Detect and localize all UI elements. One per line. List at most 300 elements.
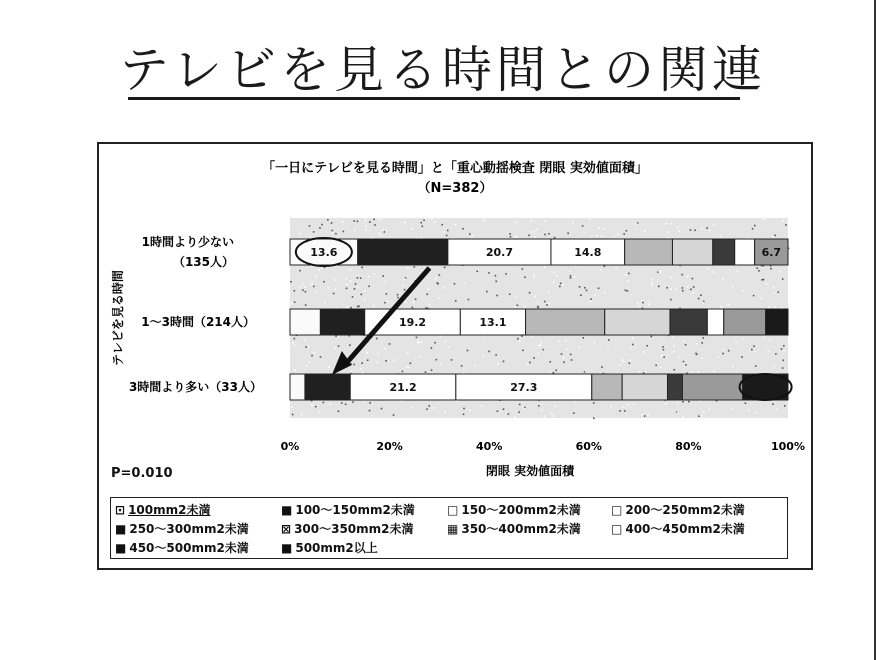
texture-dot [745, 402, 747, 404]
texture-dot [439, 274, 441, 276]
texture-dot [428, 405, 430, 407]
texture-dot [377, 353, 379, 355]
texture-dot [565, 340, 567, 342]
texture-dot [670, 299, 672, 301]
texture-dot [293, 290, 295, 292]
texture-dot [429, 304, 431, 306]
data-label: 27.3 [510, 381, 538, 394]
texture-dot [639, 305, 641, 307]
texture-dot [551, 412, 553, 414]
texture-dot [662, 346, 664, 348]
texture-dot [552, 415, 554, 417]
texture-dot [455, 300, 457, 302]
texture-dot [538, 353, 540, 355]
texture-dot [615, 267, 617, 269]
texture-dot [522, 350, 524, 352]
texture-dot [558, 340, 560, 342]
texture-dot [524, 306, 526, 308]
texture-dot [382, 275, 384, 277]
texture-dot [335, 335, 337, 337]
texture-dot [425, 307, 427, 309]
texture-dot [393, 360, 395, 362]
texture-dot [404, 289, 406, 291]
texture-dot [300, 286, 302, 288]
texture-dot [321, 224, 323, 226]
texture-dot [323, 402, 325, 404]
texture-dot [651, 336, 653, 338]
texture-dot [544, 418, 546, 420]
texture-dot [483, 219, 485, 221]
texture-dot [360, 294, 362, 296]
texture-dot [701, 415, 703, 417]
texture-dot [782, 220, 784, 222]
texture-dot [342, 221, 344, 223]
texture-dot [402, 284, 404, 286]
texture-dot [343, 231, 345, 233]
legend-swatch: ■ [115, 522, 127, 536]
chart-title: 「一日にテレビを見る時間」と「重心動揺検査 閉眼 実効値面積」 [262, 161, 648, 176]
texture-dot [722, 353, 724, 355]
texture-dot [645, 371, 647, 373]
legend-label: 100mm2未満 [128, 503, 211, 517]
legend-item [611, 501, 745, 518]
texture-dot [447, 230, 449, 232]
texture-dot [625, 289, 627, 291]
texture-dot [623, 407, 625, 409]
texture-dot [503, 408, 505, 410]
texture-dot [633, 404, 635, 406]
texture-dot [649, 301, 651, 303]
texture-dot [537, 307, 539, 309]
texture-dot [385, 360, 387, 362]
x-tick-label: 60% [575, 440, 602, 453]
texture-dot [698, 415, 700, 417]
texture-dot [685, 344, 687, 346]
legend-item [115, 539, 249, 556]
legend-swatch: ⊡ [115, 503, 126, 517]
legend [110, 497, 788, 559]
texture-dot [556, 275, 558, 277]
texture-dot [713, 271, 715, 273]
texture-dot [782, 359, 784, 361]
texture-dot [533, 231, 535, 233]
chart-subtitle: （N=382） [417, 181, 493, 196]
p-value: P=0.010 [111, 466, 173, 481]
data-label: 20.7 [485, 246, 513, 259]
texture-dot [663, 349, 665, 351]
texture-dot [778, 291, 780, 293]
texture-dot [300, 415, 302, 417]
bar-segment [622, 374, 667, 400]
bar-segment [670, 309, 707, 335]
texture-dot [624, 410, 626, 412]
texture-dot [666, 287, 668, 289]
texture-dot [335, 289, 337, 291]
texture-dot [527, 363, 529, 365]
texture-dot [313, 231, 315, 233]
legend-swatch: ■ [281, 541, 293, 555]
texture-dot [544, 220, 546, 222]
texture-dot [330, 403, 332, 405]
texture-dot [448, 346, 450, 348]
texture-dot [681, 274, 683, 276]
texture-dot [514, 416, 516, 418]
legend-label: 350～400mm2未満 [461, 522, 581, 536]
texture-dot [397, 297, 399, 299]
texture-dot [692, 292, 694, 294]
texture-dot [574, 401, 576, 403]
texture-dot [384, 348, 386, 350]
texture-dot [594, 295, 596, 297]
texture-dot [554, 271, 556, 273]
texture-dot [519, 404, 521, 406]
texture-dot [728, 304, 730, 306]
texture-dot [683, 361, 685, 363]
texture-dot [773, 287, 775, 289]
texture-dot [767, 351, 769, 353]
texture-dot [423, 219, 425, 221]
texture-dot [708, 268, 710, 270]
texture-dot [627, 280, 629, 282]
texture-dot [444, 341, 446, 343]
x-tick-label: 100% [771, 440, 805, 453]
texture-dot [543, 349, 545, 351]
texture-dot [658, 286, 660, 288]
legend-label: 100～150mm2未満 [295, 503, 415, 517]
texture-dot [309, 362, 311, 364]
texture-dot [373, 219, 375, 221]
texture-dot [675, 288, 677, 290]
texture-dot [443, 287, 445, 289]
texture-dot [294, 344, 296, 346]
x-ticks [281, 440, 805, 453]
texture-dot [294, 369, 296, 371]
texture-dot [604, 265, 606, 267]
texture-dot [495, 275, 497, 277]
bar-segment [592, 374, 622, 400]
texture-dot [651, 278, 653, 280]
texture-dot [762, 266, 764, 268]
texture-dot [349, 269, 351, 271]
texture-dot [694, 229, 696, 231]
texture-dot [783, 350, 785, 352]
texture-dot [590, 300, 592, 302]
texture-dot [436, 359, 438, 361]
texture-dot [367, 359, 369, 361]
texture-dot [362, 372, 364, 374]
texture-dot [481, 405, 483, 407]
texture-dot [773, 366, 775, 368]
texture-dot [530, 336, 532, 338]
texture-dot [685, 364, 687, 366]
texture-dot [670, 277, 672, 279]
texture-dot [533, 357, 535, 359]
texture-dot [533, 274, 535, 276]
texture-dot [534, 236, 536, 238]
texture-dot [309, 225, 311, 227]
texture-dot [421, 341, 423, 343]
texture-dot [509, 233, 511, 235]
texture-dot [570, 354, 572, 356]
texture-dot [529, 292, 531, 294]
texture-dot [677, 402, 679, 404]
texture-dot [382, 229, 384, 231]
texture-dot [698, 298, 700, 300]
texture-dot [418, 342, 420, 344]
texture-dot [351, 371, 353, 373]
texture-dot [406, 366, 408, 368]
texture-dot [692, 372, 694, 374]
texture-dot [302, 289, 304, 291]
texture-dot [598, 227, 600, 229]
data-label: 13.1 [479, 316, 507, 329]
texture-dot [648, 304, 650, 306]
texture-dot [756, 412, 758, 414]
texture-dot [462, 228, 464, 230]
texture-dot [378, 232, 380, 234]
bar-segment [713, 239, 735, 265]
texture-dot [756, 267, 758, 269]
texture-dot [696, 354, 698, 356]
texture-dot [443, 231, 445, 233]
texture-dot [544, 301, 546, 303]
texture-dot [692, 278, 694, 280]
texture-dot [584, 287, 586, 289]
data-label: 14.8 [574, 246, 602, 259]
texture-dot [369, 402, 371, 404]
texture-dot [472, 235, 474, 237]
texture-dot [784, 405, 786, 407]
texture-dot [415, 298, 417, 300]
texture-dot [673, 345, 675, 347]
texture-dot [678, 357, 680, 359]
texture-dot [419, 356, 421, 358]
texture-dot [630, 347, 632, 349]
texture-dot [411, 406, 413, 408]
texture-dot [772, 403, 774, 405]
texture-dot [601, 235, 603, 237]
texture-dot [687, 276, 689, 278]
data-label: 6.7 [761, 246, 782, 259]
texture-dot [384, 302, 386, 304]
bar-segment [305, 374, 350, 400]
texture-dot [642, 302, 644, 304]
texture-dot [670, 223, 672, 225]
legend-swatch: ■ [115, 541, 127, 555]
texture-dot [651, 285, 653, 287]
texture-dot [752, 228, 754, 230]
texture-dot [561, 353, 563, 355]
texture-dot [302, 283, 304, 285]
texture-dot [667, 231, 669, 233]
texture-dot [690, 289, 692, 291]
texture-dot [622, 359, 624, 361]
texture-dot [690, 229, 692, 231]
texture-dot [554, 405, 556, 407]
texture-dot [495, 280, 497, 282]
texture-dot [672, 337, 674, 339]
texture-dot [572, 222, 574, 224]
texture-dot [360, 277, 362, 279]
texture-dot [644, 231, 646, 233]
texture-dot [407, 352, 409, 354]
texture-dot [682, 290, 684, 292]
texture-dot [570, 277, 572, 279]
legend-item [447, 520, 581, 537]
texture-dot [720, 306, 722, 308]
texture-dot [775, 353, 777, 355]
texture-dot [299, 270, 301, 272]
texture-dot [774, 235, 776, 237]
texture-dot [420, 222, 422, 224]
texture-dot [658, 271, 660, 273]
texture-dot [758, 270, 760, 272]
texture-dot [349, 344, 351, 346]
texture-dot [538, 345, 540, 347]
texture-dot [431, 218, 433, 220]
texture-dot [613, 236, 615, 238]
page-edge [874, 0, 876, 660]
texture-dot [440, 363, 442, 365]
texture-dot [437, 283, 439, 285]
texture-dot [357, 221, 359, 223]
texture-dot [327, 287, 329, 289]
texture-dot [324, 302, 326, 304]
texture-dot [304, 340, 306, 342]
texture-dot [373, 273, 375, 275]
texture-dot [687, 286, 689, 288]
texture-dot [405, 301, 407, 303]
texture-dot [706, 227, 708, 229]
texture-dot [464, 282, 466, 284]
texture-dot [357, 277, 359, 279]
texture-dot [474, 365, 476, 367]
texture-dot [313, 286, 315, 288]
texture-dot [579, 286, 581, 288]
texture-dot [368, 285, 370, 287]
texture-dot [776, 408, 778, 410]
texture-dot [515, 295, 517, 297]
texture-dot [335, 233, 337, 235]
texture-dot [301, 412, 303, 414]
bar-segment [625, 239, 673, 265]
texture-dot [515, 222, 517, 224]
texture-dot [313, 352, 315, 354]
texture-dot [571, 359, 573, 361]
texture-dot [637, 303, 639, 305]
texture-dot [569, 270, 571, 272]
x-axis-label: 閉眼 実効値面積 [485, 464, 575, 478]
x-tick-label: 80% [675, 440, 702, 453]
texture-dot [603, 228, 605, 230]
texture-dot [315, 406, 317, 408]
texture-dot [593, 402, 595, 404]
texture-dot [682, 401, 684, 403]
texture-dot [660, 367, 662, 369]
texture-dot [661, 355, 663, 357]
texture-dot [451, 359, 453, 361]
texture-dot [366, 352, 368, 354]
texture-dot [586, 290, 588, 292]
texture-dot [486, 291, 488, 293]
texture-dot [444, 267, 446, 269]
data-label: 13.6 [310, 246, 338, 259]
texture-dot [495, 354, 497, 356]
texture-dot [482, 355, 484, 357]
texture-dot [461, 365, 463, 367]
legend-swatch: □ [447, 503, 459, 517]
texture-dot [755, 365, 757, 367]
texture-dot [305, 291, 307, 293]
texture-dot [536, 228, 538, 230]
texture-dot [411, 228, 413, 230]
texture-dot [434, 342, 436, 344]
texture-dot [331, 230, 333, 232]
texture-dot [361, 267, 363, 269]
texture-dot [416, 337, 418, 339]
bar-segment [724, 309, 766, 335]
bar-segment [290, 374, 305, 400]
texture-dot [380, 235, 382, 237]
x-tick-label: 0% [280, 440, 300, 453]
texture-dot [516, 236, 518, 238]
texture-dot [548, 303, 550, 305]
texture-dot [328, 366, 330, 368]
texture-dot [334, 279, 336, 281]
texture-dot [402, 371, 404, 373]
texture-dot [361, 362, 363, 364]
texture-dot [333, 293, 335, 295]
texture-dot [673, 351, 675, 353]
texture-dot [292, 342, 294, 344]
texture-dot [337, 336, 339, 338]
texture-dot [562, 284, 564, 286]
texture-dot [469, 233, 471, 235]
legend-label: 200～250mm2未満 [625, 503, 745, 517]
texture-dot [528, 235, 530, 237]
texture-dot [696, 343, 698, 345]
texture-dot [353, 364, 355, 366]
texture-dot [714, 371, 716, 373]
texture-dot [352, 296, 354, 298]
texture-dot [678, 230, 680, 232]
legend-swatch: □ [611, 503, 623, 517]
texture-dot [374, 224, 376, 226]
texture-dot [425, 371, 427, 373]
legend-item [281, 539, 378, 556]
texture-dot [311, 405, 313, 407]
bar-segment [358, 239, 448, 265]
texture-dot [593, 417, 595, 419]
texture-dot [748, 410, 750, 412]
texture-dot [782, 367, 784, 369]
texture-dot [703, 337, 705, 339]
texture-dot [431, 369, 433, 371]
texture-dot [524, 276, 526, 278]
texture-dot [772, 236, 774, 238]
legend-label: 400～450mm2未満 [625, 522, 745, 536]
texture-dot [446, 235, 448, 237]
texture-dot [601, 366, 603, 368]
bar-segment [526, 309, 605, 335]
texture-dot [426, 294, 428, 296]
legend-swatch: ■ [281, 503, 293, 517]
texture-dot [761, 297, 763, 299]
texture-dot [413, 302, 415, 304]
texture-dot [780, 271, 782, 273]
texture-dot [541, 409, 543, 411]
texture-dot [291, 302, 293, 304]
